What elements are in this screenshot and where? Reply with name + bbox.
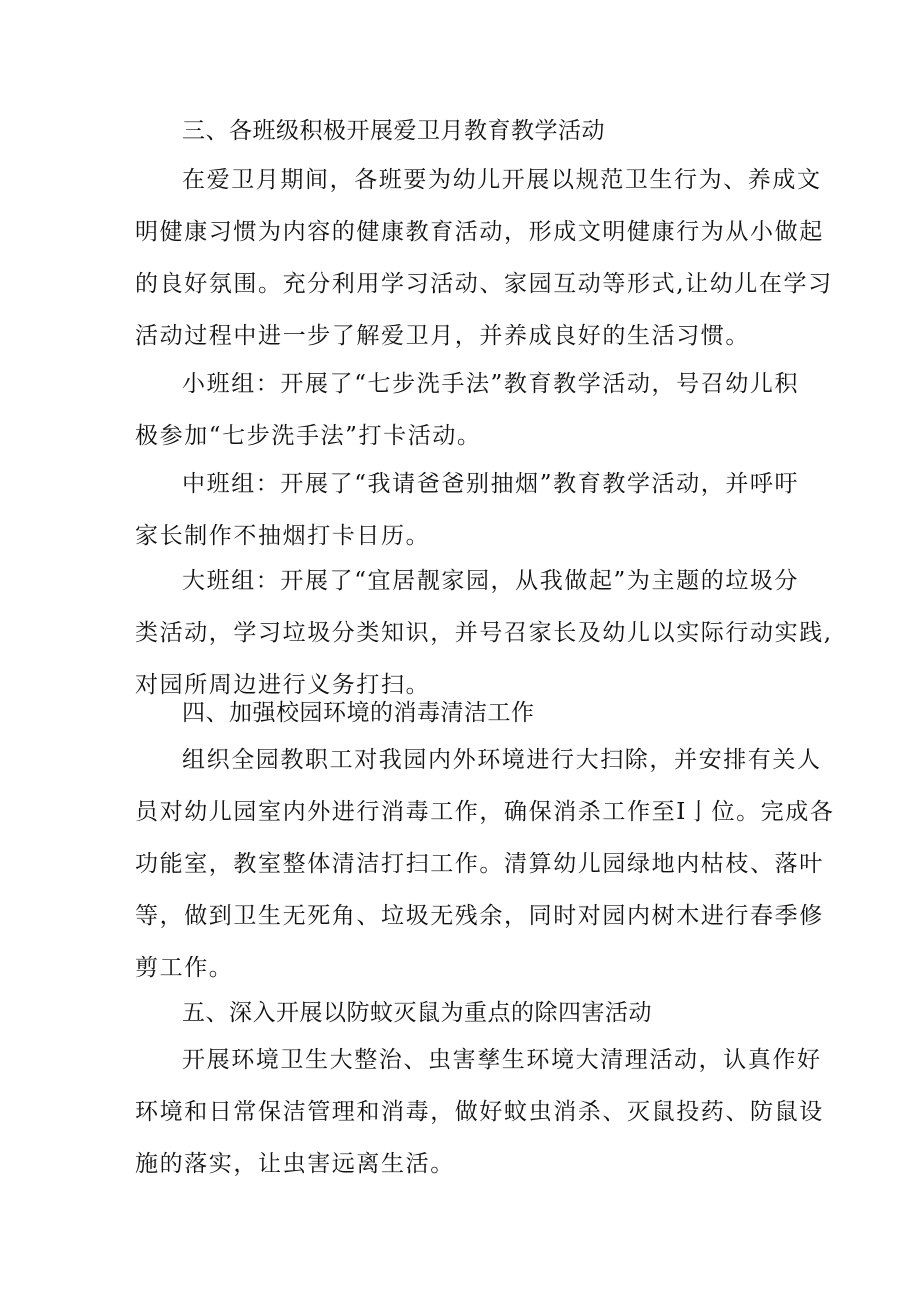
section-heading-3: 三、各班级积极开展爱卫月教育教学活动 [182,118,605,144]
text-line: 剪工作。 [135,955,234,981]
text-line: 对园所周边进行义务打扫。 [135,672,431,698]
text-line: 在爱卫月期间，各班要为幼儿开展以规范卫生行为、养成文 [182,167,822,193]
text-line: 施的落实，让虫害远离生活。 [135,1151,455,1177]
text-line: 开展环境卫生大整治、虫害孳生环境大清理活动，认真作好 [182,1047,822,1073]
text-line: 的良好氛围。充分利用学习活动、家园互动等形式,让幼儿在学习 [135,271,833,297]
text-line: 活动过程中进一步了解爱卫月，并养成良好的生活习惯。 [135,323,750,349]
text-line: 中班组：开展了“我请爸爸别抽烟”教育教学活动，并呼吁 [182,471,800,497]
paragraph-middle-class [135,458,800,562]
text-line: 小班组：开展了“七步洗手法”教育教学活动，号召幼儿积 [182,371,800,397]
text-line: 功能室，教室整体清洁打扫工作。清算幼儿园绿地内枯枝、落叶 [135,851,824,877]
paragraph-disinfection [135,734,835,994]
section-heading-5: 五、深入开展以防蚊灭鼠为重点的除四害活动 [182,1000,652,1026]
text-line: 等，做到卫生无死角、垃圾无残余，同时对园内树木进行春季修 [135,903,824,929]
text-line: 环境和日常保洁管理和消毒，做好蚊虫消杀、灭鼠投药、防鼠设 [135,1099,824,1125]
paragraph-hygiene-month [135,154,833,362]
text-line: 极参加“七步洗手法”打卡活动。 [135,423,482,449]
text-line: 类活动，学习垃圾分类知识，并号召家长及幼儿以实际行动实践, [135,620,833,646]
paragraph-large-class [135,555,833,711]
text-line: 明健康习惯为内容的健康教育活动，形成文明健康行为从小做起 [135,219,824,245]
paragraph-pest-control [135,1034,824,1190]
text-line: 大班组：开展了“宜居靓家园，从我做起”为主题的垃圾分 [182,568,800,594]
text-line: 家长制作不抽烟打卡日历。 [135,523,431,549]
text-line: 组织全园教职工对我园内外环境进行大扫除，并安排有关人 [182,747,822,773]
paragraph-small-class [135,358,800,462]
section-heading-4: 四、加强校园环境的消毒清洁工作 [182,700,535,726]
text-line: 员对幼儿园室内外进行消毒工作，确保消杀工作至I亅位。完成各 [135,799,835,825]
